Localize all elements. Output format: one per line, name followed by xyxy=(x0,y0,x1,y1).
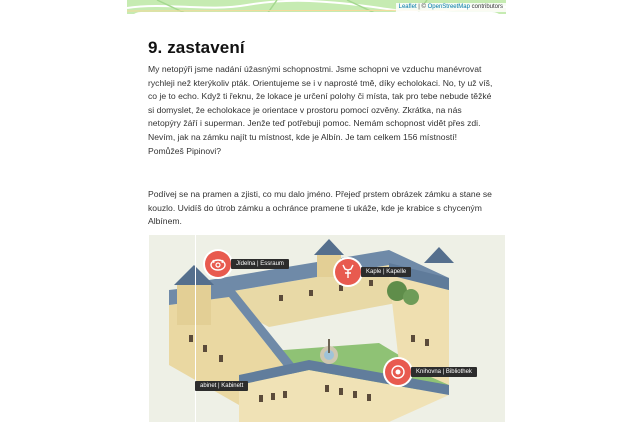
deer-icon xyxy=(339,263,357,281)
cabinet-label: abinet | Kabinett xyxy=(195,381,248,391)
intro-paragraph: My netopýři jsme nadání úžasnými schopnostmi. Jsme schopni ve vzduchu manévrovat rychleji než kterýkoliv pták. Orientujeme se i v naprosté tmě, díky echolokaci. No, ty už víš, co je to echo. Když ti řeknu, že lokace je určení polohy či místa, tak pro tebe nebude těžké si domyslet, že echolokace je orientace v prostoru pomocí ozvěny. Zkrátka, na nás netopýry žáří i superman. Jenže teď potřebuji pomoc. Nemám schopnost vidět přes zdi. Nevím, jak na zámku najít tu místnost, kde je Albín. Je tam celkem 156 místností! Pomůžeš Pipinovi? xyxy=(148,64,493,156)
castle-illustration[interactable] xyxy=(149,235,505,422)
map-attribution: Leaflet | © OpenStreetMap contributors xyxy=(396,3,506,12)
dining-poi-icon[interactable] xyxy=(205,251,231,277)
library-poi-icon[interactable] xyxy=(385,359,411,385)
leaflet-link[interactable]: Leaflet xyxy=(398,4,417,10)
osm-link[interactable]: OpenStreetMap xyxy=(427,4,470,10)
castle-drawing xyxy=(149,235,505,422)
lion-icon xyxy=(389,363,407,381)
dining-label: Jídelna | Essraum xyxy=(231,259,289,269)
pig-icon xyxy=(209,255,227,273)
instruction-paragraph: Podívej se na pramen a zjisti, co mu dalo jméno. Přejeď prstem obrázek zámku a stane se kouzlo. Uvidíš do útrob zámku a ochránce pramene ti ukáže, kde je krabice s chyceným Albínem. xyxy=(148,189,492,227)
chapel-label: Kaple | Kapelle xyxy=(361,267,411,277)
library-label: Knihovna | Bibliothek xyxy=(411,367,477,377)
chapel-poi-icon[interactable] xyxy=(335,259,361,285)
section-title: 9. zastavení xyxy=(148,38,245,57)
